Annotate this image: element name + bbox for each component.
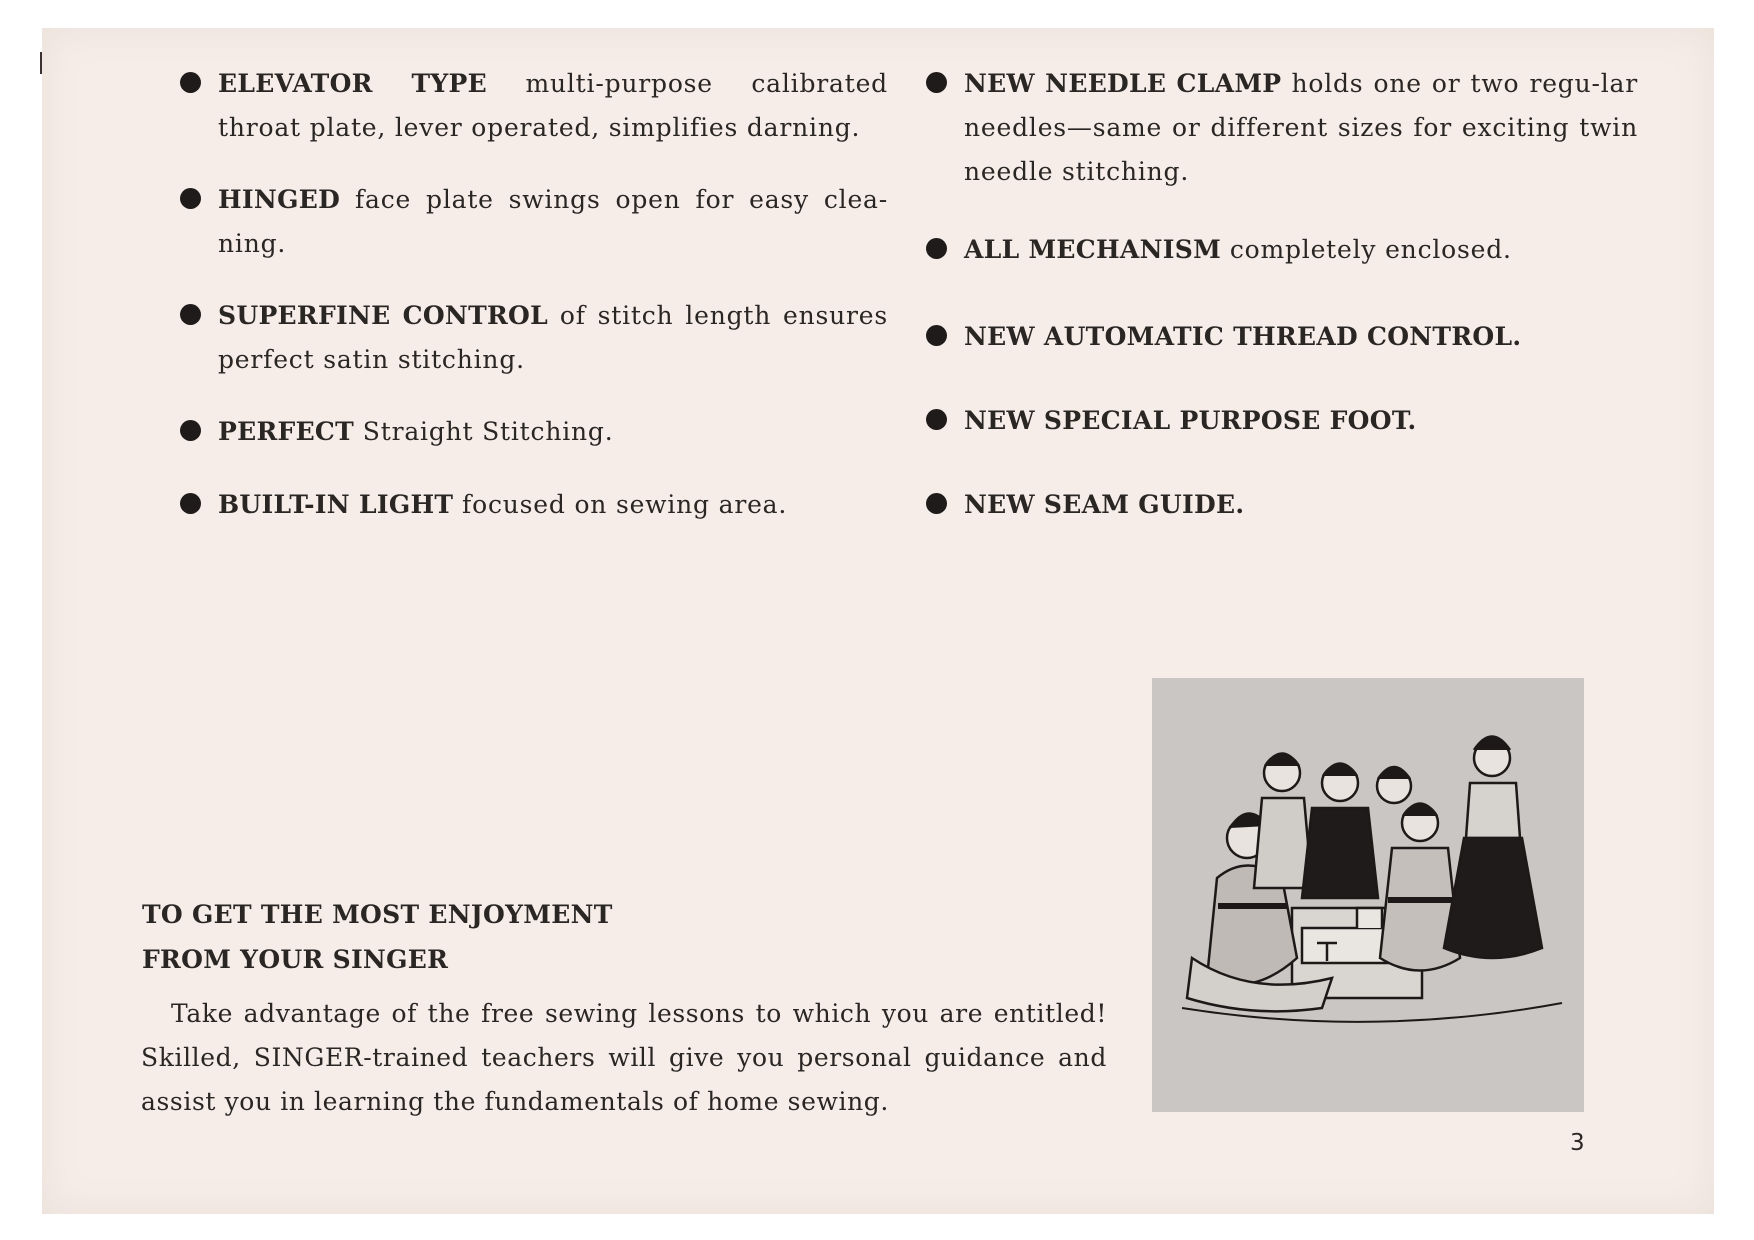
feature-text: [218, 62, 888, 150]
feature-item: [180, 294, 888, 382]
manual-page: [42, 28, 1714, 1214]
feature-item: [180, 178, 888, 266]
feature-text: [218, 178, 888, 266]
bullet-icon: [180, 493, 201, 514]
feature-item: [926, 315, 1638, 359]
bullet-icon: [926, 325, 947, 346]
feature-item: [926, 483, 1638, 527]
feature-text: [218, 294, 888, 382]
feature-keyword: PERFECT: [218, 417, 355, 446]
feature-item: [926, 228, 1638, 272]
sewing-lesson-illustration: [1152, 678, 1584, 1112]
page-edge-mark: [40, 52, 42, 74]
bullet-icon: [926, 493, 947, 514]
feature-text: [218, 483, 888, 527]
feature-item: [180, 483, 888, 527]
feature-keyword: HINGED: [218, 185, 341, 214]
bullet-icon: [180, 304, 201, 325]
section-heading-line2: FROM YOUR SINGER: [142, 945, 449, 974]
feature-keyword: NEW SPECIAL PURPOSE FOOT.: [964, 406, 1417, 435]
feature-keyword: ALL MECHANISM: [964, 235, 1222, 264]
feature-keyword: NEW NEEDLE CLAMP: [964, 69, 1282, 98]
section-heading-line1: TO GET THE MOST ENJOYMENT: [142, 900, 613, 929]
feature-keyword: SUPERFINE CONTROL: [218, 301, 549, 330]
feature-description: holds one or two regu-lar needles—same or different sizes for exciting twin needle stitching.: [964, 69, 1638, 186]
feature-description: focused on sewing area.: [453, 490, 788, 519]
feature-text: [964, 483, 1638, 527]
paragraph-text: Take advantage of the free sewing lessons to which you are entitled! Skilled, SINGER-trained teachers will give you personal guidance and assist you in learning the fundamentals of home sewing.: [141, 999, 1107, 1116]
feature-description: Straight Stitching.: [354, 417, 614, 446]
section-paragraph: [141, 992, 1107, 1124]
bullet-icon: [180, 72, 201, 93]
bullet-icon: [180, 420, 201, 441]
page-number: 3: [1570, 1130, 1585, 1156]
feature-text: [964, 315, 1638, 359]
feature-item: [926, 399, 1638, 443]
women-sewing-drawing: [1152, 678, 1584, 1112]
feature-keyword: NEW AUTOMATIC THREAD CONTROL.: [964, 322, 1522, 351]
section-heading: [142, 892, 613, 982]
feature-item: [180, 62, 888, 150]
feature-item: [180, 410, 888, 454]
feature-text: [964, 62, 1638, 194]
feature-description: multi-purpose calibrated throat plate, lever operated, simplifies darning.: [218, 69, 888, 142]
bullet-icon: [926, 409, 947, 430]
feature-description: face plate swings open for easy clea-ning.: [218, 185, 888, 258]
feature-item: [926, 62, 1638, 194]
feature-text: [964, 399, 1638, 443]
feature-keyword: BUILT-IN LIGHT: [218, 490, 454, 519]
feature-description: of stitch length ensures perfect satin stitching.: [218, 301, 888, 374]
bullet-icon: [926, 238, 947, 259]
feature-description: completely enclosed.: [1221, 235, 1512, 264]
feature-keyword: ELEVATOR TYPE: [218, 69, 487, 98]
feature-text: [218, 410, 888, 454]
bullet-icon: [180, 188, 201, 209]
feature-keyword: NEW SEAM GUIDE.: [964, 490, 1245, 519]
bullet-icon: [926, 72, 947, 93]
feature-text: [964, 228, 1638, 272]
